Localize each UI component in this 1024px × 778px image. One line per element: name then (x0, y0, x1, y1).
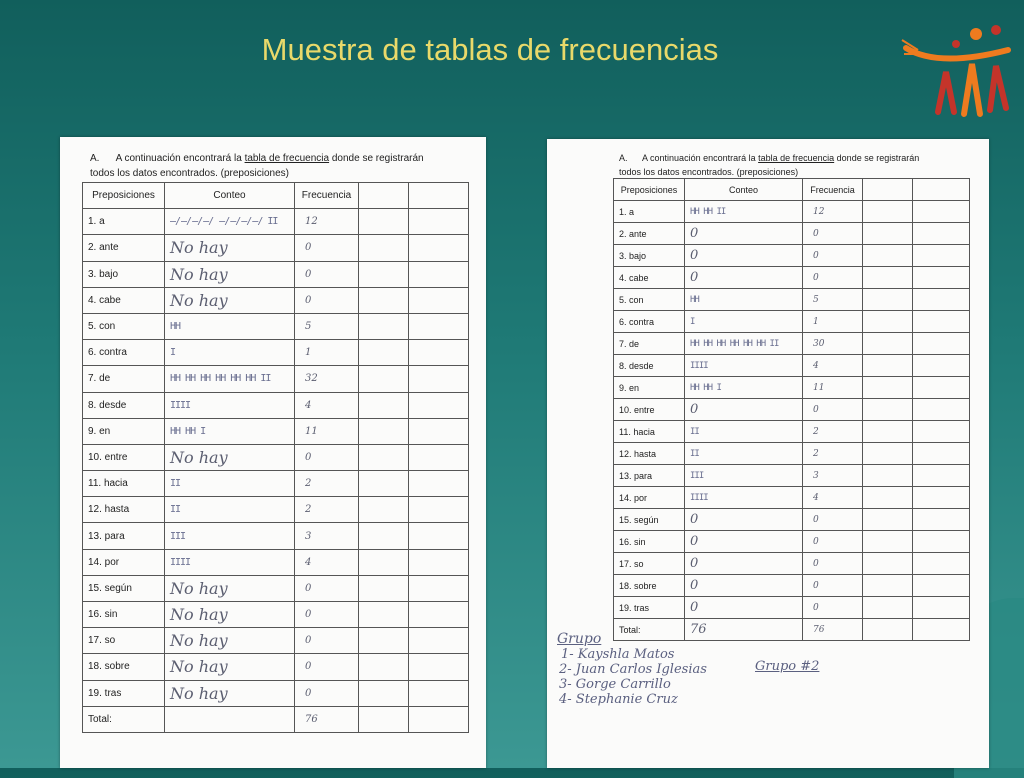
table-row (83, 340, 469, 366)
blank-cell (359, 418, 409, 444)
blank-cell (409, 654, 469, 680)
prep-cell: 2. ante (83, 235, 165, 261)
frequency-cell: 2 (295, 497, 359, 523)
blank-cell (409, 313, 469, 339)
prep-cell: 18. sobre (83, 654, 165, 680)
prep-cell: 10. entre (83, 444, 165, 470)
prep-cell: 8. desde (83, 392, 165, 418)
prep-cell: 16. sin (83, 602, 165, 628)
blank-cell (359, 497, 409, 523)
conteo-cell: HH HH II (685, 201, 803, 223)
prep-cell: 5. con (83, 313, 165, 339)
blank-cell (409, 392, 469, 418)
prep-cell: 3. bajo (83, 261, 165, 287)
blank-cell (913, 421, 970, 443)
table-row (614, 245, 970, 267)
table-row (83, 444, 469, 470)
frequency-cell: 3 (295, 523, 359, 549)
prep-cell: 11. hacia (83, 471, 165, 497)
prep-cell: 12. hasta (83, 497, 165, 523)
frequency-cell: 0 (803, 553, 863, 575)
blank-cell (863, 619, 913, 641)
blank-cell (409, 602, 469, 628)
prep-cell: 7. de (83, 366, 165, 392)
frequency-cell: 0 (295, 444, 359, 470)
blank-cell (359, 575, 409, 601)
table-row (83, 261, 469, 287)
blank-cell (409, 497, 469, 523)
blank-cell (359, 549, 409, 575)
table-row (83, 575, 469, 601)
group-member: 3- Gorge Carrillo (559, 677, 671, 692)
prep-cell: 18. sobre (614, 575, 685, 597)
prep-cell: 11. hacia (614, 421, 685, 443)
prep-cell: 13. para (614, 465, 685, 487)
conteo-cell: No hay (165, 235, 295, 261)
frequency-cell: 5 (295, 313, 359, 339)
blank-cell (359, 628, 409, 654)
conteo-cell: 0 (685, 531, 803, 553)
prep-cell: 13. para (83, 523, 165, 549)
col-header-prep: Preposiciones (614, 179, 685, 201)
frequency-cell: 0 (295, 602, 359, 628)
blank-cell (913, 531, 970, 553)
prep-cell: 17. so (83, 628, 165, 654)
table-row (614, 487, 970, 509)
frequency-cell: 0 (295, 235, 359, 261)
blank-cell (359, 392, 409, 418)
conteo-cell: No hay (165, 261, 295, 287)
prep-cell: 4. cabe (614, 267, 685, 289)
table-row (614, 465, 970, 487)
frequency-cell: 0 (803, 575, 863, 597)
blank-cell (913, 553, 970, 575)
frequency-cell: 1 (295, 340, 359, 366)
conteo-cell: 0 (685, 509, 803, 531)
blank-cell (863, 399, 913, 421)
prep-cell: 2. ante (614, 223, 685, 245)
blank-cell (409, 366, 469, 392)
prep-cell: 1. a (614, 201, 685, 223)
frequency-cell: 4 (295, 392, 359, 418)
conteo-cell: IIII (685, 355, 803, 377)
prep-cell: 4. cabe (83, 287, 165, 313)
frequency-cell: 0 (803, 597, 863, 619)
blank-cell (863, 421, 913, 443)
conteo-cell: 0 (685, 267, 803, 289)
prep-cell: 7. de (614, 333, 685, 355)
blank-cell (913, 597, 970, 619)
blank-cell (409, 340, 469, 366)
group-member: 4- Stephanie Cruz (559, 692, 678, 707)
blank-cell (359, 602, 409, 628)
frequency-cell: 0 (803, 245, 863, 267)
frequency-cell: 0 (803, 531, 863, 553)
table-row (83, 523, 469, 549)
prep-cell: 12. hasta (614, 443, 685, 465)
frequency-cell: 0 (295, 628, 359, 654)
conteo-cell: HH HH HH HH HH HH II (165, 366, 295, 392)
prep-cell: 15. según (614, 509, 685, 531)
frequency-cell: 0 (803, 509, 863, 531)
blank-cell (409, 471, 469, 497)
conteo-cell: No hay (165, 680, 295, 706)
table-row (614, 201, 970, 223)
conteo-cell: HH (165, 313, 295, 339)
prep-cell: 3. bajo (614, 245, 685, 267)
table-row (614, 597, 970, 619)
blank-cell (913, 509, 970, 531)
col-header-blank (359, 183, 409, 209)
conteo-cell: HH HH I (165, 418, 295, 444)
conteo-cell: No hay (165, 444, 295, 470)
prep-cell: 6. contra (83, 340, 165, 366)
blank-cell (913, 289, 970, 311)
frequency-cell: 11 (803, 377, 863, 399)
table-row (83, 418, 469, 444)
worksheet-left (60, 137, 486, 768)
frequency-cell: 76 (803, 619, 863, 641)
conteo-cell: 0 (685, 597, 803, 619)
blank-cell (359, 444, 409, 470)
blank-cell (863, 311, 913, 333)
blank-cell (913, 201, 970, 223)
blank-cell (359, 287, 409, 313)
table-row (83, 549, 469, 575)
table-row (83, 497, 469, 523)
table-row (614, 223, 970, 245)
prep-cell: 17. so (614, 553, 685, 575)
frequency-cell: 0 (803, 267, 863, 289)
blank-cell (913, 487, 970, 509)
blank-cell (863, 465, 913, 487)
group-label: Grupo #2 (755, 659, 820, 674)
slide-title: Muestra de tablas de frecuencias (261, 32, 719, 67)
blank-cell (863, 245, 913, 267)
frequency-cell: 0 (295, 261, 359, 287)
group-members (557, 631, 707, 707)
blank-cell (863, 289, 913, 311)
conteo-cell: IIII (685, 487, 803, 509)
frequency-table (82, 182, 469, 733)
blank-cell (913, 267, 970, 289)
frequency-cell: 0 (803, 223, 863, 245)
table-row (83, 680, 469, 706)
table-row (83, 654, 469, 680)
table-row (83, 471, 469, 497)
conteo-cell (165, 706, 295, 732)
blank-cell (913, 465, 970, 487)
conteo-cell: IIII (165, 392, 295, 418)
blank-cell (863, 201, 913, 223)
dancing-figures-logo (898, 20, 1018, 120)
table-row (614, 377, 970, 399)
blank-cell (359, 654, 409, 680)
table-row (614, 421, 970, 443)
group-member: 2- Juan Carlos Iglesias (559, 662, 707, 677)
conteo-cell: I (685, 311, 803, 333)
prep-cell: 1. a (83, 209, 165, 235)
blank-cell (409, 418, 469, 444)
conteo-cell: No hay (165, 287, 295, 313)
conteo-cell: III (685, 465, 803, 487)
table-row (614, 399, 970, 421)
blank-cell (913, 245, 970, 267)
blank-cell (863, 597, 913, 619)
blank-cell (863, 509, 913, 531)
blank-cell (409, 444, 469, 470)
blank-cell (409, 628, 469, 654)
conteo-cell: 0 (685, 399, 803, 421)
prep-cell: 10. entre (614, 399, 685, 421)
col-header-frecuencia: Frecuencia (295, 183, 359, 209)
table-row (83, 313, 469, 339)
blank-cell (409, 523, 469, 549)
frequency-table (613, 178, 970, 641)
frequency-cell: 2 (803, 421, 863, 443)
blank-cell (913, 333, 970, 355)
frequency-cell: 5 (803, 289, 863, 311)
frequency-cell: 2 (803, 443, 863, 465)
conteo-cell: IIII (165, 549, 295, 575)
conteo-cell: No hay (165, 602, 295, 628)
conteo-cell: HH HH HH HH HH HH II (685, 333, 803, 355)
conteo-cell: 76 (685, 619, 803, 641)
blank-cell (359, 313, 409, 339)
table-row (614, 333, 970, 355)
frequency-cell: 0 (295, 680, 359, 706)
col-header-conteo: Conteo (165, 183, 295, 209)
prep-cell: 9. en (83, 418, 165, 444)
table-row (614, 289, 970, 311)
conteo-cell: No hay (165, 628, 295, 654)
conteo-cell: HH HH I (685, 377, 803, 399)
conteo-cell: 0 (685, 245, 803, 267)
blank-cell (409, 575, 469, 601)
frequency-cell: 4 (803, 487, 863, 509)
blank-cell (913, 377, 970, 399)
prep-cell: 16. sin (614, 531, 685, 553)
frequency-cell: 30 (803, 333, 863, 355)
table-row (614, 553, 970, 575)
prep-cell: Total: (83, 706, 165, 732)
blank-cell (409, 706, 469, 732)
prep-cell: 19. tras (83, 680, 165, 706)
table-row (614, 509, 970, 531)
frequency-cell: 2 (295, 471, 359, 497)
blank-cell (359, 340, 409, 366)
conteo-cell: 0 (685, 223, 803, 245)
group-heading: Grupo (557, 631, 602, 647)
blank-cell (409, 235, 469, 261)
blank-cell (863, 531, 913, 553)
conteo-cell: No hay (165, 575, 295, 601)
frequency-cell: 3 (803, 465, 863, 487)
prep-cell: 15. según (83, 575, 165, 601)
table-row (83, 628, 469, 654)
blank-cell (913, 619, 970, 641)
blank-cell (913, 443, 970, 465)
blank-cell (913, 311, 970, 333)
conteo-cell: 0 (685, 575, 803, 597)
table-row (614, 311, 970, 333)
table-row (614, 443, 970, 465)
conteo-cell: HH (685, 289, 803, 311)
conteo-cell: III (165, 523, 295, 549)
frequency-cell: 0 (295, 654, 359, 680)
conteo-cell: II (165, 497, 295, 523)
table-row (83, 602, 469, 628)
frequency-cell: 11 (295, 418, 359, 444)
blank-cell (863, 487, 913, 509)
table-row (614, 267, 970, 289)
prep-cell: 14. por (614, 487, 685, 509)
blank-cell (409, 261, 469, 287)
table-row (83, 235, 469, 261)
col-header-prep: Preposiciones (83, 183, 165, 209)
conteo-cell: II (165, 471, 295, 497)
blank-cell (913, 223, 970, 245)
group-member: 1- Kayshla Matos (561, 647, 675, 662)
blank-cell (863, 575, 913, 597)
blank-cell (863, 267, 913, 289)
blank-cell (359, 706, 409, 732)
table-row (83, 366, 469, 392)
frequency-cell: 32 (295, 366, 359, 392)
table-row (83, 287, 469, 313)
worksheet-right (547, 139, 989, 768)
conteo-cell: I (165, 340, 295, 366)
blank-cell (359, 235, 409, 261)
prep-cell: 19. tras (614, 597, 685, 619)
conteo-cell: No hay (165, 654, 295, 680)
frequency-cell: 4 (803, 355, 863, 377)
blank-cell (863, 443, 913, 465)
prep-cell: 8. desde (614, 355, 685, 377)
blank-cell (359, 523, 409, 549)
col-header-blank (863, 179, 913, 201)
conteo-cell: 0 (685, 553, 803, 575)
frequency-cell: 0 (803, 399, 863, 421)
frequency-cell: 0 (295, 287, 359, 313)
blank-cell (863, 553, 913, 575)
table-row (83, 392, 469, 418)
blank-cell (359, 471, 409, 497)
conteo-cell: II (685, 443, 803, 465)
blank-cell (913, 355, 970, 377)
blank-cell (409, 287, 469, 313)
conteo-cell: ̶/̶/̶/̶/ ̶/̶/̶/̶/ II (165, 209, 295, 235)
blank-cell (863, 377, 913, 399)
frequency-cell: 12 (803, 201, 863, 223)
blank-cell (863, 333, 913, 355)
prep-cell: 5. con (614, 289, 685, 311)
frequency-cell: 76 (295, 706, 359, 732)
table-row (83, 209, 469, 235)
col-header-frecuencia: Frecuencia (803, 179, 863, 201)
table-row (614, 355, 970, 377)
frequency-cell: 0 (295, 575, 359, 601)
blank-cell (359, 366, 409, 392)
blank-cell (359, 209, 409, 235)
frequency-cell: 12 (295, 209, 359, 235)
table-header-row (83, 183, 469, 209)
blank-cell (863, 223, 913, 245)
frequency-cell: 1 (803, 311, 863, 333)
worksheet-intro: A. A continuación encontrará la tabla de frecuencia donde se registrarán todos los datos encontrados. (preposiciones) (619, 153, 920, 177)
blank-cell (409, 209, 469, 235)
table-header-row (614, 179, 970, 201)
blank-cell (409, 549, 469, 575)
blank-cell (409, 680, 469, 706)
blank-cell (863, 355, 913, 377)
frequency-cell: 4 (295, 549, 359, 575)
worksheet-intro: A. A continuación encontrará la tabla de frecuencia donde se registrarán todos los datos encontrados. (preposiciones) (90, 153, 424, 179)
col-header-blank (913, 179, 970, 201)
table-row (614, 575, 970, 597)
col-header-blank (409, 183, 469, 209)
prep-cell: Total: (614, 619, 685, 641)
blank-cell (359, 261, 409, 287)
table-row (614, 531, 970, 553)
prep-cell: 14. por (83, 549, 165, 575)
prep-cell: 9. en (614, 377, 685, 399)
blank-cell (359, 680, 409, 706)
blank-cell (913, 575, 970, 597)
blank-cell (913, 399, 970, 421)
table-row (83, 706, 469, 732)
conteo-cell: II (685, 421, 803, 443)
prep-cell: 6. contra (614, 311, 685, 333)
col-header-conteo: Conteo (685, 179, 803, 201)
